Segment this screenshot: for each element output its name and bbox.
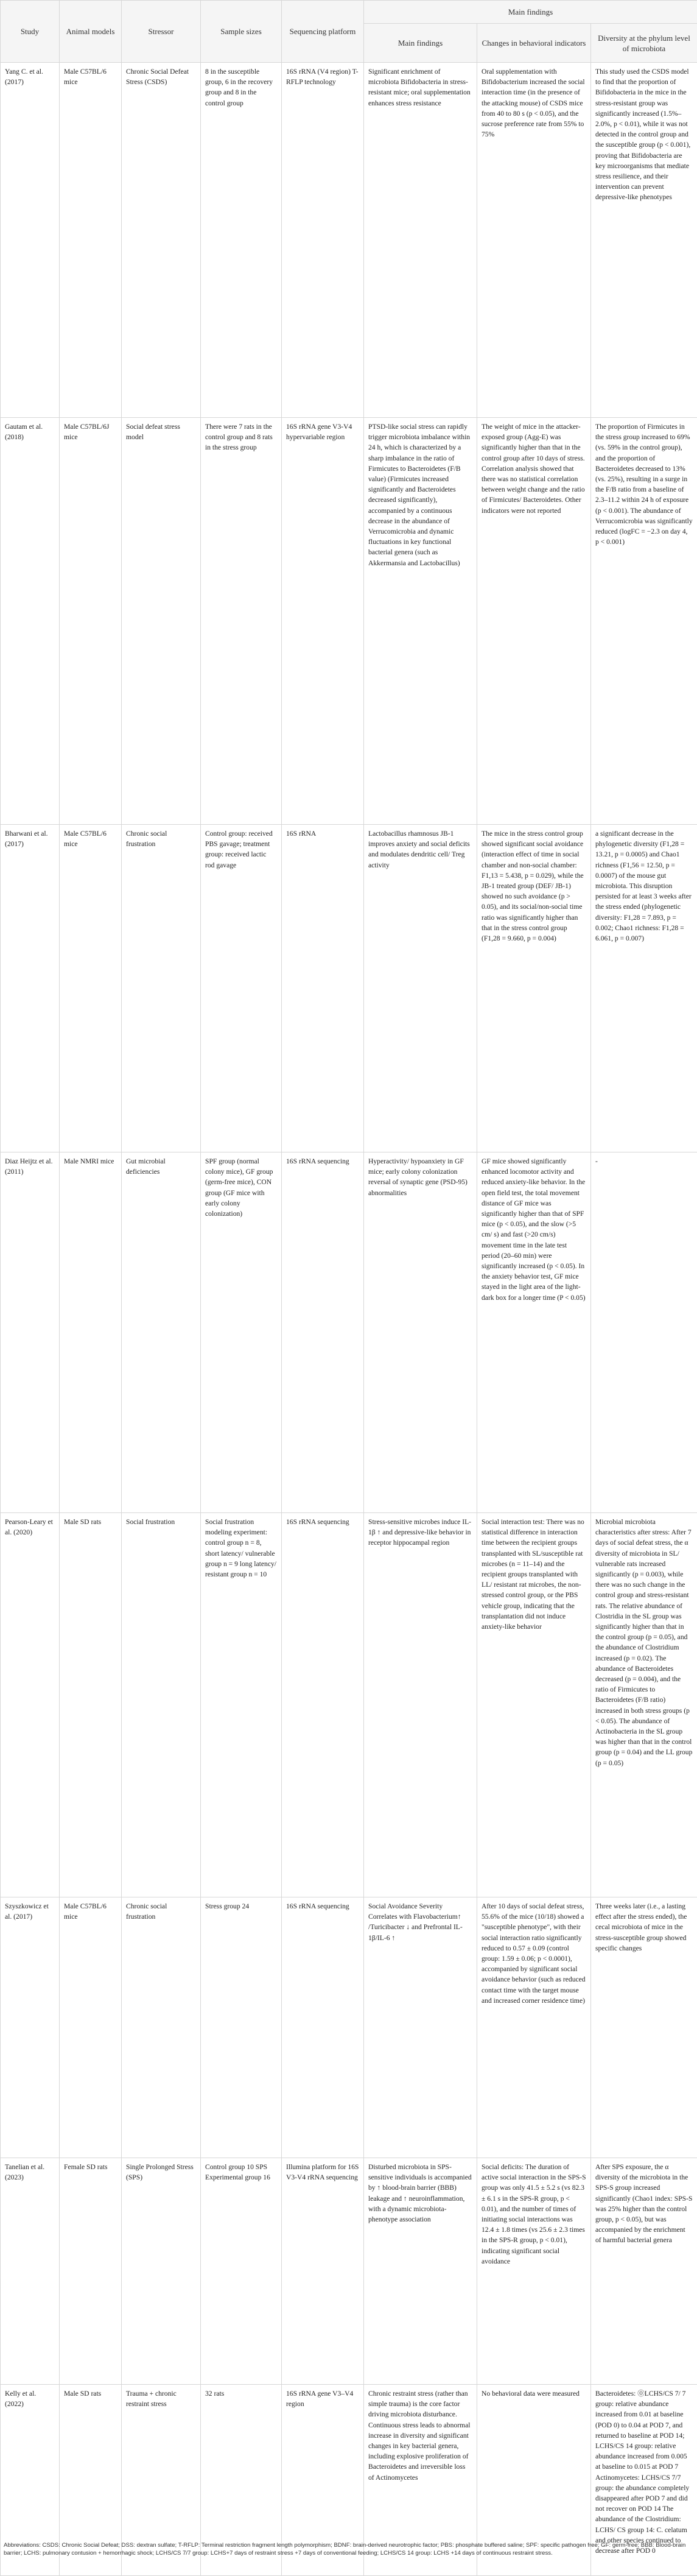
- cell-diversity: Three weeks later (i.e., a lasting effect after the stress ended), the cecal microbiota of mice in the stress-susceptible group showed specific changes: [591, 1897, 697, 2158]
- cell-sample-sizes: Social frustration modeling experiment: control group n = 8, short latency/ vulnerable group n = 9 long latency/ resistant group n = 10: [201, 1513, 282, 1897]
- cell-sequencing-platform: 16S rRNA (V4 region) T-RFLP technology: [282, 63, 364, 418]
- cell-behavioral-changes: Social interaction test: There was no statistical difference in interaction time between the recipient groups transplanted with SL/susceptible rat microbes (n = 11–14) and the recipient groups transplanted with LL/ resistant rat microbes, the non-stressed control group, or the PBS vehicle group, indicating that the transplantation did not induce anxiety-like behavior: [477, 1513, 591, 1897]
- cell-behavioral-changes: The mice in the stress control group showed significant social avoidance (interaction effect of time in social chamber and non-social chamber: F1,13 = 5.438, p = 0.029), while the JB-1 treated group (DEF/ JB-1) showed no such avoidance (p > 0.05), and its social/non-social time ratio was significantly higher than that in the stress control group (F1,28 = 9.660, p = 0.004): [477, 825, 591, 1152]
- abbreviations-footnote: Abbreviations: CSDS: Chronic Social Defeat; DSS: dextran sulfate; T-RFLP: Terminal restriction fragment length polymorphism; BDNF: brain-derived neurotrophic factor; PBS: phosphate buffered saline; SPF: specific pathogen free; GF: germ-free; BBB: Blood-brain barrier; LCHS: pulmonary contusion + hemorrhagic shock; LCHS/CS 7/7 group: LCHS+7 days of restraint stress +7 days of conventional feeding; LCHS/CS 14 group: LCHS +14 days of continuous restraint stress.: [4, 2541, 693, 2557]
- cell-sample-sizes: Control group: received PBS gavage; treatment group: received lactic rod gavage: [201, 825, 282, 1152]
- cell-animal-model: Male C57BL/6 mice: [60, 1897, 122, 2158]
- cell-sequencing-platform: 16S rRNA sequencing: [282, 1897, 364, 2158]
- cell-diversity: After SPS exposure, the α diversity of the microbiota in the SPS-S group increased significantly (Chao1 index: SPS-S was 25% higher than the control group, p < 0.05), but was accompanied by the enrichment of harmful bacterial genera: [591, 2158, 697, 2385]
- col-header-diversity: Diversity at the phylum level of microbiota: [591, 24, 697, 63]
- cell-sequencing-platform: 16S rRNA sequencing: [282, 1152, 364, 1513]
- cell-sample-sizes: Stress group 24: [201, 1897, 282, 2158]
- cell-sequencing-platform: Illumina platform for 16S V3-V4 rRNA sequencing: [282, 2158, 364, 2385]
- cell-stressor: Social frustration: [122, 1513, 201, 1897]
- table-row: [1, 1152, 697, 1513]
- cell-animal-model: Male SD rats: [60, 1513, 122, 1897]
- col-header-animal-models: Animal models: [60, 1, 122, 63]
- cell-diversity: -: [591, 1152, 697, 1513]
- cell-study: Szyszkowicz et al. (2017): [1, 1897, 60, 2158]
- table-header: [1, 1, 697, 63]
- table-row: [1, 63, 697, 418]
- cell-behavioral-changes: GF mice showed significantly enhanced locomotor activity and reduced anxiety-like behavior. In the open field test, the total movement distance of GF mice was significantly higher than that of SPF mice (p < 0.05), and the slow (>5 cm/ s) and fast (>20 cm/s) movement time in the late test period (20–60 min) were significantly increased (p < 0.05). In the anxiety behavior test, GF mice stayed in the light area of the light-dark box for a longer time (P < 0.05): [477, 1152, 591, 1513]
- col-header-main-findings-group: Main findings: [364, 1, 697, 24]
- cell-behavioral-changes: Oral supplementation with Bifidobacterium increased the social interaction time (in the presence of the attacking mouse) of CSDS mice from 40 to 80 s (p < 0.05), and the sucrose preference rate from 55% to 75%: [477, 63, 591, 418]
- cell-diversity: a significant decrease in the phylogenetic diversity (F1,28 = 13.21, p = 0.0005) and Chao1 richness (F1,56 = 12.50, p = 0.0007) of the mouse gut microbiota. This disruption persisted for at least 3 weeks after the stress ended (phylogenetic diversity: F1,28 = 7.893, p = 0.002; Chao1 richness: F1,28 = 6.061, p = 0.007): [591, 825, 697, 1152]
- cell-study: Gautam et al. (2018): [1, 418, 60, 825]
- col-header-behavioral-changes: Changes in behavioral indicators: [477, 24, 591, 63]
- cell-main-findings: Stress-sensitive microbes induce IL-1β ↑ and depressive-like behavior in receptor hippocampal region: [364, 1513, 477, 1897]
- col-header-sample-sizes: Sample sizes: [201, 1, 282, 63]
- cell-diversity: This study used the CSDS model to find that the proportion of Bifidobacteria in the mice in the stress-resistant group was significantly increased (1.5%–2.0%, p < 0.01), while it was not detected in the control group and the susceptible group (p < 0.001), proving that Bifidobacteria are key microorganisms that mediate stress resilience, and their intervention can prevent depressive-like phenotypes: [591, 63, 697, 418]
- cell-behavioral-changes: Social deficits: The duration of active social interaction in the SPS-S group was only 41.5 ± 5.2 s (vs 82.3 ± 6.1 s in the SPS-R group, p < 0.01), and the number of times of initiating social interactions was 12.4 ± 1.8 times (vs 25.6 ± 2.3 times in the SPS-R group, p < 0.01), indicating significant social avoidance: [477, 2158, 591, 2385]
- cell-sample-sizes: SPF group (normal colony mice), GF group (germ-free mice), CON group (GF mice with early colony colonization): [201, 1152, 282, 1513]
- cell-stressor: Chronic social frustration: [122, 1897, 201, 2158]
- cell-stressor: Social defeat stress model: [122, 418, 201, 825]
- cell-study: Bharwani et al. (2017): [1, 825, 60, 1152]
- cell-stressor: Chronic social frustration: [122, 825, 201, 1152]
- col-header-main-findings: Main findings: [364, 24, 477, 63]
- cell-main-findings: Disturbed microbiota in SPS-sensitive individuals is accompanied by ↑ blood-brain barrier (BBB) leakage and ↑ neuroinflammation, with a dynamic microbiota-phenotype association: [364, 2158, 477, 2385]
- cell-sample-sizes: 32 rats: [201, 2385, 282, 2576]
- cell-sample-sizes: There were 7 rats in the control group and 8 rats in the stress group: [201, 418, 282, 825]
- cell-diversity: Microbial microbiota characteristics after stress: After 7 days of social defeat stress, the α diversity of microbiota in SL/ vulnerable rats increased significantly (p = 0.003), while there was no such change in the control group and stress-resistant rats. The relative abundance of Clostridia in the SL group was significantly higher than that in the control group (p = 0.05), and the abundance of Clostridium increased (p = 0.02). The abundance of Bacteroidetes decreased (p = 0.004), and the ratio of Firmicutes to Bacteroidetes (F/B ratio) increased in both stress groups (p < 0.05). The abundance of Actinobacteria in the SL group was higher than that in the control group (p = 0.04) and the LL group (p = 0.05): [591, 1513, 697, 1897]
- cell-study: Kelly et al. (2022): [1, 2385, 60, 2576]
- cell-animal-model: Male C57BL/6J mice: [60, 418, 122, 825]
- cell-study: Yang C. et al. (2017): [1, 63, 60, 418]
- cell-animal-model: Female SD rats: [60, 2158, 122, 2385]
- cell-diversity: Bacteroidetes: ⓪LCHS/CS 7/ 7 group: relative abundance increased from 0.01 at baseline (POD 0) to 0.04 at POD 7, and returned to baseline at POD 14; LCHS/CS 14 group: relative abundance increased from 0.005 at baseline to 0.015 at POD 7 Actinomycetes: LCHS/CS 7/7 group: the abundance completely disappeared after POD 7 and did not recover on POD 14 The abundance of the Clostridium: LCHS/ CS group 14: C. celatum and other species continued to decrease after POD 0: [591, 2385, 697, 2576]
- cell-behavioral-changes: After 10 days of social defeat stress, 55.6% of the mice (10/18) showed a "susceptible phenotype", with their social interaction ratio significantly reduced to 0.57 ± 0.09 (control group: 1.59 ± 0.06; p < 0.0001), accompanied by significant social avoidance behavior (such as reduced contact time with the target mouse and increased corner residence time): [477, 1897, 591, 2158]
- cell-animal-model: Male C57BL/6 mice: [60, 825, 122, 1152]
- cell-stressor: Trauma + chronic restraint stress: [122, 2385, 201, 2576]
- cell-sequencing-platform: 16S rRNA sequencing: [282, 1513, 364, 1897]
- table-row: [1, 825, 697, 1152]
- col-header-stressor: Stressor: [122, 1, 201, 63]
- cell-sample-sizes: Control group 10 SPS Experimental group 16: [201, 2158, 282, 2385]
- col-header-sequencing-platform: Sequencing platform: [282, 1, 364, 63]
- cell-behavioral-changes: The weight of mice in the attacker-exposed group (Agg-E) was significantly higher than that in the control group after 10 days of stress. Correlation analysis showed that there was no statistical correlation between weight change and the ratio of Firmicutes/ Bacteroidetes. Other indicators were not reported: [477, 418, 591, 825]
- cell-study: Tanelian et al. (2023): [1, 2158, 60, 2385]
- cell-main-findings: Hyperactivity/ hypoanxiety in GF mice; early colony colonization reversal of synaptic gene (PSD-95) abnormalities: [364, 1152, 477, 1513]
- cell-stressor: Chronic Social Defeat Stress (CSDS): [122, 63, 201, 418]
- cell-animal-model: Male NMRI mice: [60, 1152, 122, 1513]
- cell-stressor: Gut microbial deficiencies: [122, 1152, 201, 1513]
- table-row: [1, 1513, 697, 1897]
- cell-sequencing-platform: 16S rRNA gene V3–V4 region: [282, 2385, 364, 2576]
- table-row: [1, 1897, 697, 2158]
- cell-study: Pearson-Leary et al. (2020): [1, 1513, 60, 1897]
- table-row: [1, 418, 697, 825]
- col-header-study: Study: [1, 1, 60, 63]
- cell-study: Diaz Heijtz et al. (2011): [1, 1152, 60, 1513]
- cell-sequencing-platform: 16S rRNA: [282, 825, 364, 1152]
- cell-main-findings: Lactobacillus rhamnosus JB-1 improves anxiety and social deficits and modulates dendritic cell/ Treg activity: [364, 825, 477, 1152]
- table-row: [1, 2158, 697, 2385]
- cell-animal-model: Male C57BL/6 mice: [60, 63, 122, 418]
- cell-sequencing-platform: 16S rRNA gene V3-V4 hypervariable region: [282, 418, 364, 825]
- cell-main-findings: PTSD-like social stress can rapidly trigger microbiota imbalance within 24 h, which is characterized by a sharp imbalance in the ratio of Firmicutes to Bacteroidetes (F/B value) (Firmicutes increased significantly and Bacteroidetes decreased significantly), accompanied by a continuous decrease in the abundance of Verrucomicrobia and dynamic fluctuations in key functional bacterial genera (such as Akkermansia and Lactobacillus): [364, 418, 477, 825]
- cell-diversity: The proportion of Firmicutes in the stress group increased to 69% (vs. 59% in the control group), and the proportion of Bacteroidetes decreased to 13% (vs. 25%), resulting in a surge in the F/B ratio from a baseline of 2.3–11.2 within 24 h of exposure (p < 0.001). The abundance of Verrucomicrobia was significantly reduced (logFC = −2.3 on day 4, p < 0.001): [591, 418, 697, 825]
- cell-main-findings: Chronic restraint stress (rather than simple trauma) is the core factor driving microbiota disturbance. Continuous stress leads to abnormal increase in diversity and significant changes in key bacterial genera, including explosive proliferation of Bacteroidetes and irreversible loss of Actinomycetes: [364, 2385, 477, 2576]
- header-row-top: [1, 1, 697, 24]
- table-body: [1, 63, 697, 2576]
- cell-main-findings: Social Avoidance Severity Correlates with Flavobacterium↑ /Turicibacter ↓ and Prefrontal IL-1β/IL-6 ↑: [364, 1897, 477, 2158]
- cell-animal-model: Male SD rats: [60, 2385, 122, 2576]
- cell-stressor: Single Prolonged Stress (SPS): [122, 2158, 201, 2385]
- cell-behavioral-changes: No behavioral data were measured: [477, 2385, 591, 2576]
- cell-sample-sizes: 8 in the susceptible group, 6 in the recovery group and 8 in the control group: [201, 63, 282, 418]
- cell-main-findings: Significant enrichment of microbiota Bifidobacteria in stress-resistant mice; oral supplementation enhances stress resistance: [364, 63, 477, 418]
